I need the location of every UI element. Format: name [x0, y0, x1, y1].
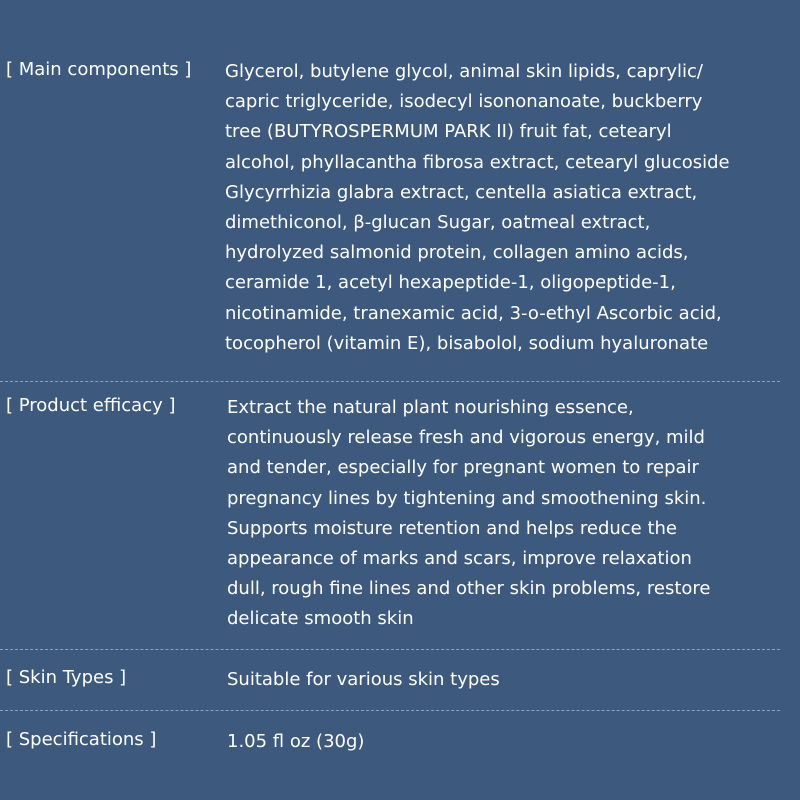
main-components-line: dimethiconol, β-glucan Sugar, oatmeal extract,: [225, 212, 651, 234]
main-components-line: capric triglyceride, isodecyl isononanoate, buckberry: [225, 91, 703, 113]
product-efficacy-line: pregnancy lines by tightening and smoothening skin.: [227, 487, 707, 509]
main-components-line: hydrolyzed salmonid protein, collagen amino acids,: [225, 242, 689, 264]
main-components-line: alcohol, phyllacantha fibrosa extract, cetearyl glucoside: [225, 151, 730, 173]
section-divider: [0, 649, 780, 650]
specifications-value: [227, 727, 364, 757]
product-efficacy-line: appearance of marks and scars, improve relaxation: [227, 548, 692, 570]
main-components-line: Glycerol, butylene glycol, animal skin lipids, caprylic/: [225, 61, 703, 82]
main-components-value: [225, 57, 730, 359]
skin-types-line: Suitable for various skin types: [227, 669, 500, 690]
product-efficacy-line: delicate smooth skin: [227, 608, 414, 630]
skin-types-label: [ Skin Types ]: [6, 667, 127, 688]
main-components-line: ceramide 1, acetyl hexapeptide-1, oligopeptide-1,: [225, 272, 676, 294]
product-efficacy-line: Supports moisture retention and helps reduce the: [227, 517, 678, 539]
main-components-line: tocopherol (vitamin E), bisabolol, sodium hyaluronate: [225, 332, 709, 354]
section-divider: [0, 381, 780, 382]
product-efficacy-line: dull, rough fine lines and other skin problems, restore: [227, 578, 711, 600]
product-efficacy-line: Extract the natural plant nourishing essence,: [227, 397, 634, 418]
specifications-line: 1.05 fl oz (30g): [227, 731, 365, 752]
product-efficacy-label: [ Product efficacy ]: [6, 395, 176, 416]
specifications-label: [ Specifications ]: [6, 729, 157, 750]
skin-types-value: [227, 665, 500, 695]
main-components-line: Glycyrrhizia glabra extract, centella asiatica extract,: [225, 181, 698, 203]
main-components-line: nicotinamide, tranexamic acid, 3-o-ethyl Ascorbic acid,: [225, 302, 722, 324]
section-divider: [0, 710, 780, 711]
product-efficacy-line: continuously release fresh and vigorous energy, mild: [227, 427, 705, 449]
product-efficacy-line: and tender, especially for pregnant women to repair: [227, 457, 699, 479]
main-components-label: [ Main components ]: [6, 59, 192, 80]
main-components-line: tree (BUTYROSPERMUM PARK II) fruit fat, cetearyl: [225, 121, 672, 143]
product-efficacy-value: [227, 393, 711, 635]
